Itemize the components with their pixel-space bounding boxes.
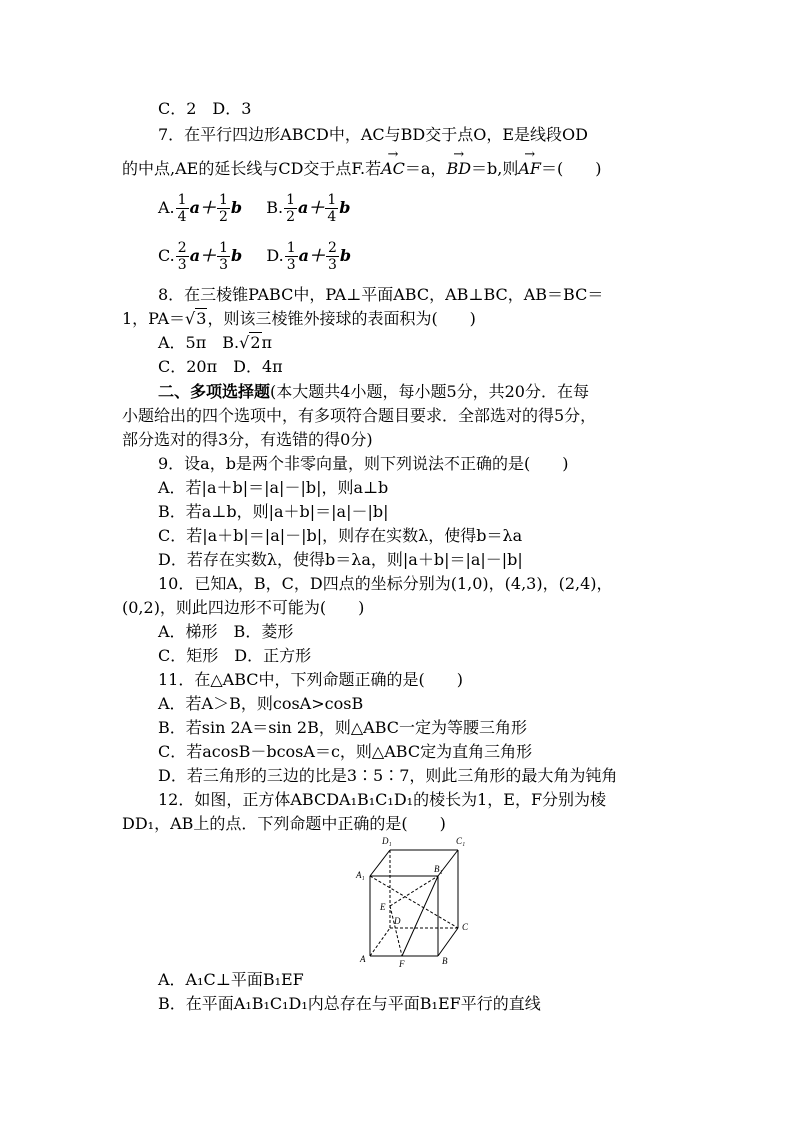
q7-stem-text-b: ＝a， [404, 159, 447, 178]
frac-denominator: 2 [218, 209, 228, 225]
section2-desc-line3: 部分选对的得3分，有选错的得0分) [122, 430, 373, 449]
frac-denominator: 3 [219, 257, 228, 273]
q7-option-c-term2: b [230, 246, 243, 265]
section2-title: 二、多项选择题 [158, 382, 271, 401]
q11-option-d: D．若三角形的三边的比是3∶5∶7，则此三角形的最大角为钝角 [158, 766, 618, 785]
q10-options-row1: A．梯形 B．菱形 [158, 622, 294, 641]
frac-numerator: 1 [327, 192, 337, 208]
label-c: C [462, 922, 469, 932]
frac-denominator: 4 [177, 209, 187, 225]
q8-stem-line2 [122, 308, 476, 330]
label-b1: B₁ [434, 864, 443, 874]
frac-numerator: 1 [218, 192, 228, 208]
frac-numerator: 2 [177, 240, 187, 256]
q7-stem-text-d: ＝( ) [541, 159, 602, 178]
label-e: E [380, 902, 386, 912]
segment-f-b1 [402, 876, 438, 956]
section2-desc-line1: (本大题共4小题，每小题5分，共20分．在每 [270, 382, 589, 401]
q7-option-d-term1: a＋ [298, 246, 325, 265]
q8-options-text-b: π [261, 333, 273, 352]
label-b: B [442, 956, 448, 966]
frac-numerator: 1 [286, 240, 296, 256]
q7-option-d-term2: b [339, 246, 352, 265]
q7-option-d-frac2 [326, 240, 339, 273]
q8-options-row2: C．20π D．4π [158, 357, 283, 376]
q7-stem-line1: 7．在平行四边形ABCD中，AC与BD交于点O，E是线段OD [158, 125, 588, 144]
cube-figure [350, 830, 490, 968]
q7-option-c-frac2 [217, 240, 230, 273]
label-a1: A₁ [356, 870, 365, 880]
q7-option-c-label: C. [158, 246, 175, 265]
q7-option-d-frac1 [285, 240, 298, 273]
q6-options-tail: C．2 D．3 [158, 99, 252, 118]
q7-options-row2 [158, 238, 351, 274]
q11-option-b: B．若sin 2A＝sin 2B，则△ABC一定为等腰三角形 [158, 718, 528, 737]
q7-option-b-term2: b [339, 198, 351, 217]
label-c1: C₁ [456, 836, 466, 846]
frac-numerator: 2 [328, 240, 337, 256]
q11-option-c: C．若acosB－bcosA＝c，则△ABC定为直角三角形 [158, 742, 533, 761]
edge-b-c [438, 928, 458, 956]
vector-af: → AF [518, 158, 541, 180]
q7-stem-line2 [122, 158, 602, 180]
edge-a1-d1 [370, 850, 390, 876]
q9-option-d: D．若存在实数λ，使得b＝λa，则|a＋b|＝|a|－|b| [158, 550, 523, 569]
q7-option-b-frac2 [325, 192, 338, 225]
q7-option-c-term1: a＋ [189, 246, 217, 265]
q12-stem-line2: DD₁，AB上的点．下列命题中正确的是( ) [122, 814, 446, 833]
frac-denominator: 4 [327, 209, 337, 225]
q7-option-a-frac2 [217, 192, 230, 225]
q7-stem-text-c: ＝b,则 [471, 159, 519, 178]
q8-options-row1 [158, 332, 272, 354]
q7-option-a-label: A. [158, 198, 175, 217]
q11-stem: 11．在△ABC中，下列命题正确的是( ) [158, 670, 464, 689]
q7-option-b-label: B. [266, 198, 284, 217]
label-a: A [360, 954, 366, 964]
q8-options-text-a: A．5π B. [158, 333, 240, 352]
edge-a-d-hidden [370, 928, 390, 956]
q7-options-row1 [158, 190, 350, 226]
q8-stem-line1: 8．在三棱锥PABC中，PA⊥平面ABC，AB⊥BC，AB＝BC＝ [158, 285, 604, 304]
section2-desc-line2: 小题给出的四个选项中，有多项符合题目要求．全部选对的得5分， [122, 406, 597, 425]
segment-e-f [390, 906, 402, 956]
q8-option-b-radicand: 2 [250, 333, 261, 352]
sqrt-sign-icon: √ [185, 309, 196, 328]
q10-options-row2: C．矩形 D．正方形 [158, 646, 312, 665]
q11-option-a: A．若A＞B，则cosA>cosB [158, 694, 364, 713]
frac-denominator: 2 [286, 209, 295, 225]
q7-option-c-frac1 [176, 240, 189, 273]
q7-option-b-term1: a＋ [298, 198, 325, 217]
label-f: F [399, 959, 405, 968]
frac-denominator: 3 [286, 257, 296, 273]
q8-radicand: 3 [196, 309, 207, 328]
frac-numerator: 1 [286, 192, 295, 208]
label-d1: D₁ [382, 836, 392, 846]
q10-stem-line1: 10．已知A，B，C，D四点的坐标分别为(1,0)，(4,3)，(2,4)， [158, 574, 613, 593]
q9-option-c: C．若|a＋b|＝|a|－|b|，则存在实数λ，使得b＝λa [158, 526, 523, 545]
q12-option-a: A．A₁C⊥平面B₁EF [158, 970, 304, 989]
frac-denominator: 3 [328, 257, 337, 273]
q7-option-a-term2: b [230, 198, 243, 217]
q12-option-b: B．在平面A₁B₁C₁D₁内总存在与平面B₁EF平行的直线 [158, 994, 541, 1013]
q12-stem-line1: 12．如图，正方体ABCDA₁B₁C₁D₁的棱长为1，E，F分别为棱 [158, 790, 607, 809]
q9-option-b: B．若a⊥b，则|a＋b|＝|a|－|b| [158, 502, 389, 521]
q7-option-a-frac1 [176, 192, 189, 225]
q7-option-b-frac1 [284, 192, 297, 225]
vector-bd: → BD [446, 158, 471, 180]
q7-option-d-label: D. [266, 246, 284, 265]
q7-stem-text-a: 的中点,AE的延长线与CD交于点F.若 [122, 159, 382, 178]
section2-header [158, 381, 589, 403]
q9-stem: 9．设a，b是两个非零向量，则下列说法不正确的是( ) [158, 454, 569, 473]
vector-ac: → AC [381, 158, 405, 180]
frac-numerator: 1 [219, 240, 228, 256]
q8-stem-text-b: ，则该三棱锥外接球的表面积为( ) [207, 309, 476, 328]
label-d: D [394, 916, 401, 926]
sqrt-sign-icon: √ [239, 333, 250, 352]
q8-stem-text-a: 1，PA＝ [122, 309, 186, 328]
frac-denominator: 3 [177, 257, 187, 273]
q7-option-a-term1: a＋ [189, 198, 216, 217]
q9-option-a: A．若|a＋b|＝|a|－|b|，则a⊥b [158, 478, 389, 497]
frac-numerator: 1 [177, 192, 187, 208]
q10-stem-line2: (0,2)，则此四边形不可能为( ) [122, 598, 365, 617]
